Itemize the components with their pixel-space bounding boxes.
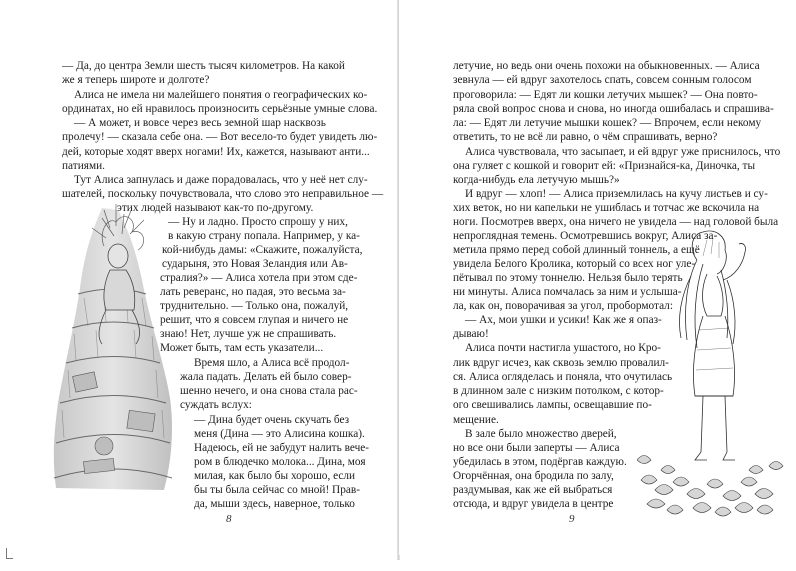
text-line: — Дина будет очень скучать без bbox=[194, 414, 350, 426]
text-line: жала падать. Делать ей было совер- bbox=[180, 371, 352, 383]
crop-mark bbox=[6, 548, 13, 559]
text-line: суждать вслух: bbox=[180, 399, 252, 411]
text-line: когда-нибудь ела летучую мышь?» bbox=[453, 174, 620, 186]
text-line: стралия?» — Алиса хотела при этом сде- bbox=[160, 272, 358, 284]
text-line: И вдруг — хлоп! — Алиса приземлилась на кучу листьев и су- bbox=[465, 188, 768, 200]
text-line: Тут Алиса запнулась и даже порадовалась, что у неё нет слу- bbox=[74, 174, 368, 186]
text-line: летучие, но ведь они очень похожи на обыкновенных. — Алиса bbox=[453, 60, 760, 72]
text-line: шенно нечего, и она снова стала рас- bbox=[180, 385, 358, 397]
text-line: ся. Алиса огляделась и поняла, что очутилась bbox=[453, 371, 673, 383]
text-line: решит, что я совсем глупая и ничего не bbox=[160, 314, 349, 326]
text-line: бы ты была сейчас со мной! Прав- bbox=[194, 484, 360, 496]
page-number: 9 bbox=[569, 513, 575, 525]
text-line: ром в блюдечко молока... Дина, моя bbox=[194, 456, 366, 468]
text-line: хих веток, но ни капельки не ушиблась и тотчас же вскочила на bbox=[453, 202, 760, 214]
text-line: Огорчённая, она бродила по залу, bbox=[453, 470, 614, 482]
text-line: ла, как он, поворачивая за угол, пробормотал: bbox=[453, 300, 673, 312]
text-line: — А может, и вовсе через весь земной шар насквозь bbox=[74, 117, 326, 129]
text-line: милая, как было бы хорошо, если bbox=[194, 470, 356, 482]
text-line: — Да, до центра Земли шесть тысяч километров. На какой bbox=[62, 60, 345, 72]
left-page bbox=[0, 0, 398, 555]
text-line: в длинном зале с низким потолком, с котор- bbox=[453, 385, 664, 397]
text-line: знаю! Нет, лучше уж не спрашивать. bbox=[160, 328, 337, 340]
text-line: В зале было множество дверей, bbox=[465, 428, 617, 440]
text-line: Алиса не имела ни малейшего понятия о географических ко- bbox=[74, 89, 368, 101]
text-line: этих людей называют как-то по-другому. bbox=[117, 202, 314, 214]
text-line: патиями. bbox=[62, 160, 105, 172]
text-line: проговорила: — Едят ли кошки летучих мышек? — Она повто- bbox=[453, 89, 758, 101]
text-line: ряла свой вопрос снова и снова, но иногда ошибалась и спрашива- bbox=[453, 103, 774, 115]
text-line: труднительно. — Только она, пожалуй, bbox=[160, 300, 349, 312]
text-line: дываю! bbox=[453, 328, 489, 340]
text-line: ла: — Едят ли летучие мышки кошек? — Впрочем, если некому bbox=[453, 117, 762, 129]
text-line: она гуляет с кошкой и говорит ей: «Признайся-ка, Диночка, ты bbox=[453, 160, 756, 172]
text-line: отсюда, и вдруг увидела в центре bbox=[453, 498, 614, 510]
text-line: убедилась в этом, подёргав каждую. bbox=[453, 456, 627, 468]
text-line: да, мыши здесь, наверное, только bbox=[194, 498, 355, 510]
text-line: лик вдруг исчез, как сквозь землю провалил- bbox=[453, 357, 669, 369]
text-line: непроглядная темень. Осмотревшись вокруг, Алиса за- bbox=[453, 230, 718, 242]
text-line: мещение. bbox=[453, 414, 499, 426]
text-line: — Ну и ладно. Просто спрошу у них, bbox=[168, 216, 348, 228]
text-line: ответить, то не всё ли равно, о чём спрашивать, верно? bbox=[453, 131, 718, 143]
text-line: зевнула — ей вдруг захотелось спать, совсем сонным голосом bbox=[453, 74, 752, 86]
text-line: ноги. Посмотрев вверх, она ничего не увидела — над головой была bbox=[453, 216, 779, 228]
text-line: кой-нибудь дамы: «Скажите, пожалуйста, bbox=[162, 244, 363, 256]
text-line: в какую страну попала. Например, у ка- bbox=[168, 230, 360, 242]
text-line: же я теперь широте и долготе? bbox=[62, 74, 210, 86]
page-number: 8 bbox=[226, 513, 232, 525]
text-line: Алиса почти настигла ушастого, но Кро- bbox=[465, 342, 661, 354]
text-line: но все они были заперты — Алиса bbox=[453, 442, 620, 454]
text-line: сударыня, это Новая Зеландия или Ав- bbox=[162, 258, 348, 270]
text-line: ого свешивались лампы, освещавшие по- bbox=[453, 399, 652, 411]
text-line: — Ах, мои ушки и усики! Как же я опаз- bbox=[465, 314, 662, 326]
text-line: Может быть, там есть указатели... bbox=[160, 342, 324, 354]
text-line: пётывал по этому тоннелю. Нельзя было терять bbox=[453, 272, 683, 284]
text-line: ординатах, но ей нравилось произносить серьёзные умные слова. bbox=[62, 103, 378, 115]
text-line: ни минуты. Алиса помчалась за ним и услыша- bbox=[453, 286, 682, 298]
text-line: пролечу! — сказала себе она. — Вот весело-то будет увидеть лю- bbox=[62, 131, 378, 143]
text-line: Надеюсь, ей не забудут налить вече- bbox=[194, 442, 370, 454]
text-line: Время шло, а Алиса всё продол- bbox=[194, 357, 350, 369]
text-line: метила прямо перед собой длинный тоннель, а ещё bbox=[453, 244, 700, 256]
text-line: увидела Белого Кролика, который со всех ног уле- bbox=[453, 258, 696, 270]
text-line: дей, которые ходят вверх ногами! Их, кажется, называют анти... bbox=[62, 146, 370, 158]
right-page bbox=[399, 0, 796, 555]
text-line: лать реверанс, но падая, это весьма за- bbox=[160, 286, 346, 298]
text-line: Алиса чувствовала, что засыпает, и ей вдруг уже приснилось, что bbox=[465, 146, 781, 158]
text-line: раздумывая, как же ей выбраться bbox=[453, 484, 613, 496]
text-line: меня (Дина — это Алисина кошка). bbox=[194, 428, 365, 440]
text-line: шателей, поскольку почувствовала, что слово это неправильное — bbox=[62, 188, 384, 200]
